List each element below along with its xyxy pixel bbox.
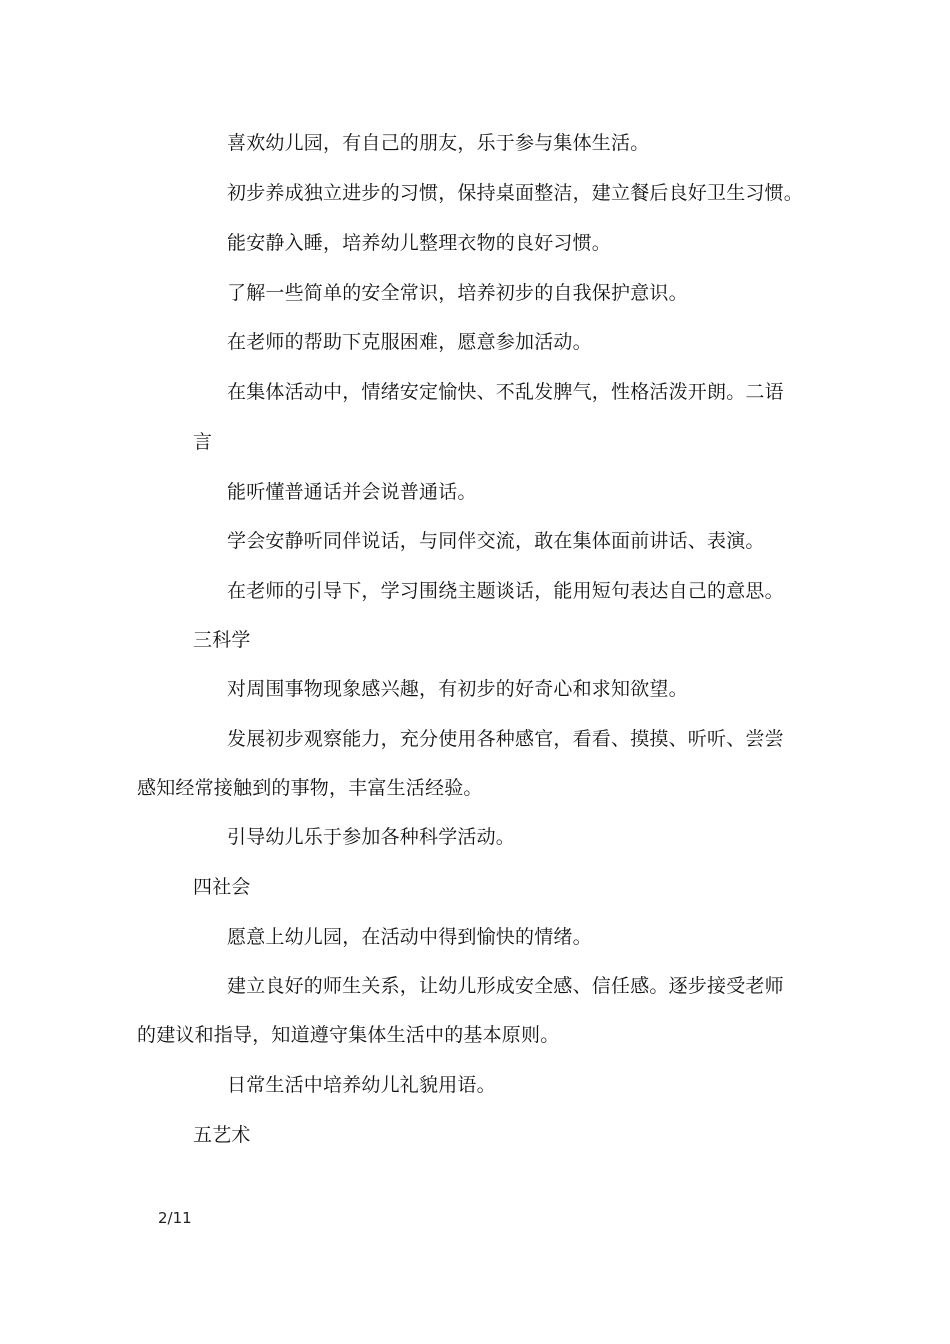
paragraph-line: 感知经常接触到的事物，丰富生活经验。 xyxy=(137,777,483,799)
paragraph-line: 学会安静听同伴说话，与同伴交流，敢在集体面前讲话、表演。 xyxy=(227,530,765,552)
section-heading: 三科学 xyxy=(193,629,251,651)
section-heading: 四社会 xyxy=(193,876,251,898)
paragraph-line: 愿意上幼儿园，在活动中得到愉快的情绪。 xyxy=(227,926,592,948)
section-heading: 五艺术 xyxy=(193,1124,251,1146)
paragraph-line: 引导幼儿乐于参加各种科学活动。 xyxy=(227,826,516,848)
paragraph-line: 初步养成独立进步的习惯，保持桌面整洁，建立餐后良好卫生习惯。 xyxy=(227,182,804,204)
paragraph-line: 对周围事物现象感兴趣，有初步的好奇心和求知欲望。 xyxy=(227,678,688,700)
paragraph-line: 在老师的帮助下克服困难，愿意参加活动。 xyxy=(227,331,592,353)
paragraph-line: 日常生活中培养幼儿礼貌用语。 xyxy=(227,1074,496,1096)
paragraph-line: 能安静入睡，培养幼儿整理衣物的良好习惯。 xyxy=(227,232,612,254)
paragraph-line: 建立良好的师生关系，让幼儿形成安全感、信任感。逐步接受老师 xyxy=(227,975,784,997)
paragraph-line: 的建议和指导，知道遵守集体生活中的基本原则。 xyxy=(137,1024,560,1046)
paragraph-line: 了解一些简单的安全常识，培养初步的自我保护意识。 xyxy=(227,282,688,304)
page-number: 2/11 xyxy=(158,1209,192,1227)
paragraph-line: 喜欢幼儿园，有自己的朋友，乐于参与集体生活。 xyxy=(227,132,650,154)
paragraph-line: 在老师的引导下，学习围绕主题谈话，能用短句表达自己的意思。 xyxy=(227,580,784,602)
paragraph-line: 能听懂普通话并会说普通话。 xyxy=(227,481,477,503)
paragraph-line: 发展初步观察能力，充分使用各种感官，看看、摸摸、听听、尝尝 xyxy=(227,728,784,750)
section-heading: 言 xyxy=(193,431,213,453)
paragraph-line: 在集体活动中，情绪安定愉快、不乱发脾气，性格活泼开朗。二语 xyxy=(227,381,784,403)
